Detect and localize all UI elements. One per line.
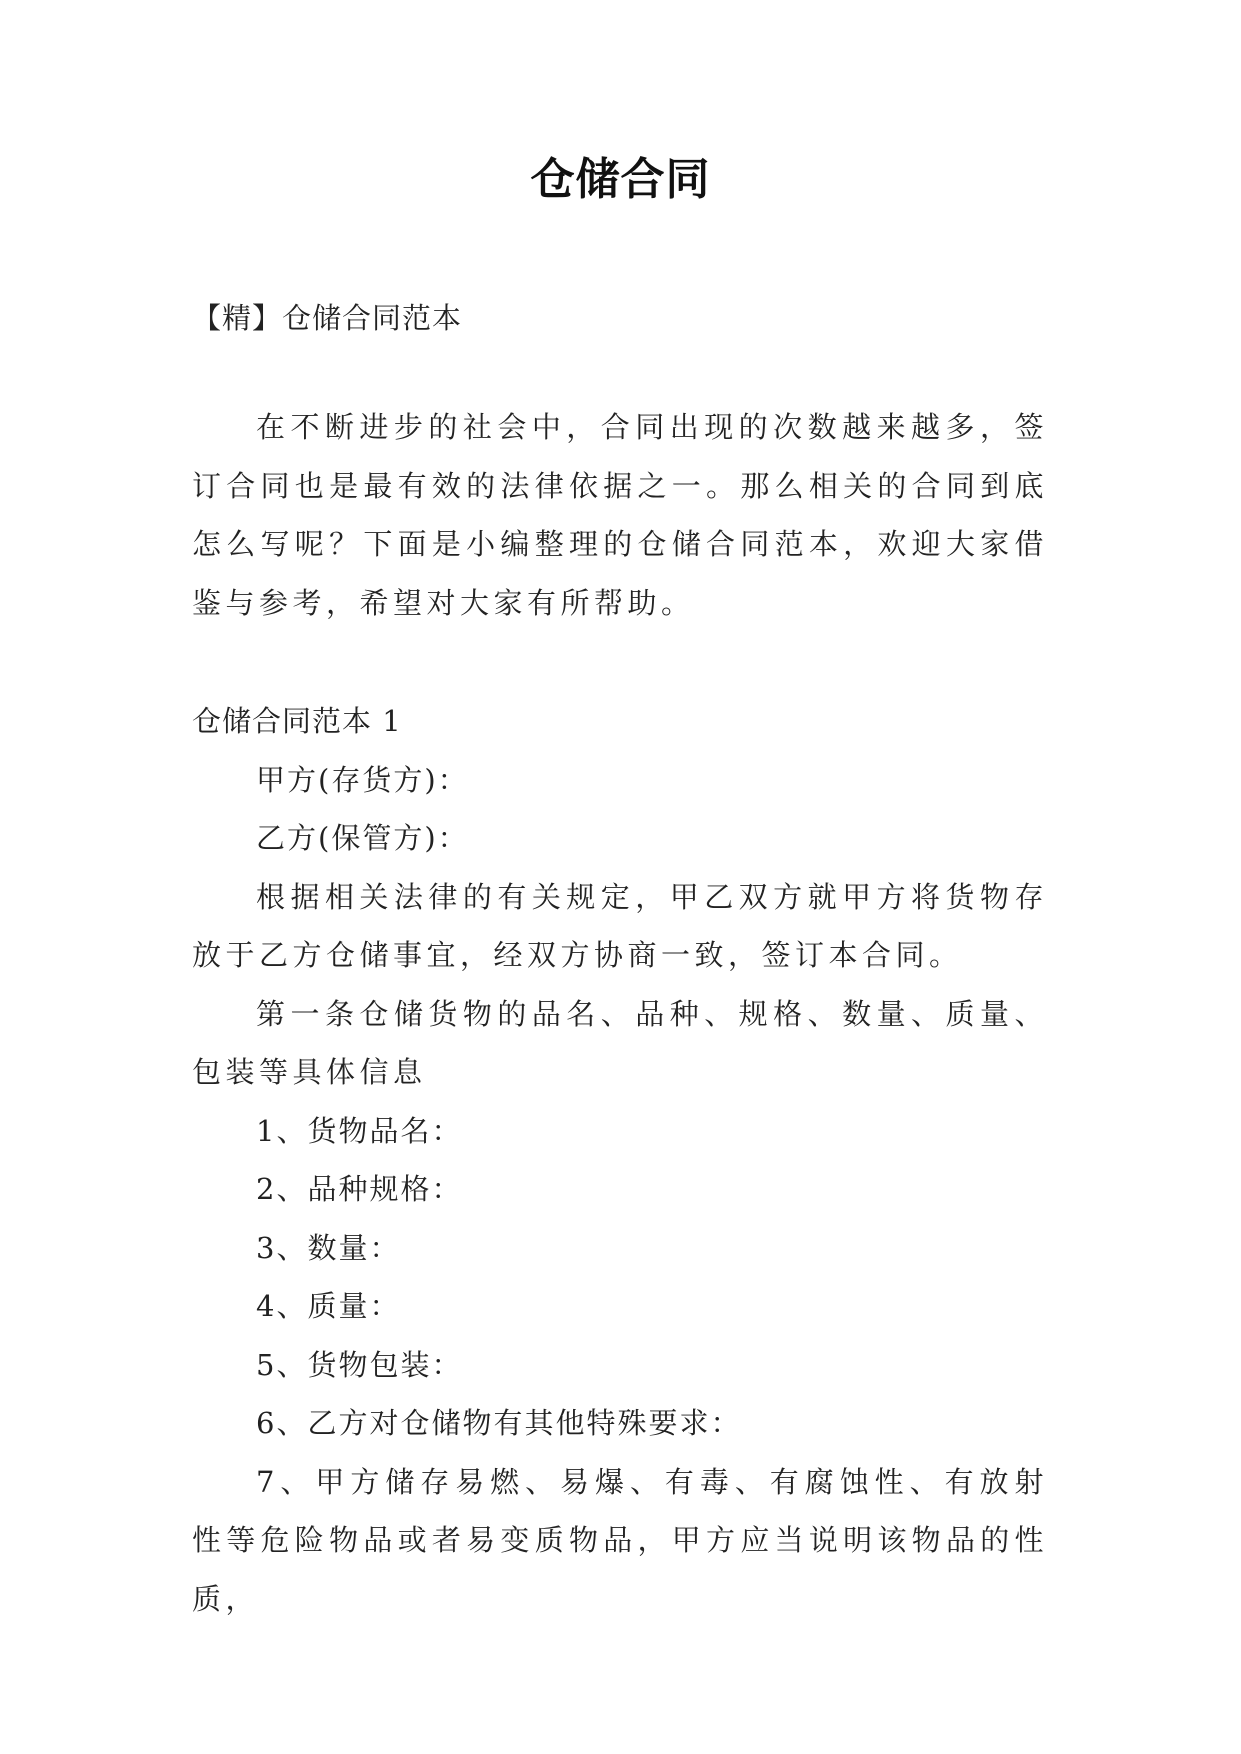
party-a-line: 甲方(存货方)： bbox=[256, 762, 469, 797]
party-b-line: 乙方(保管方)： bbox=[256, 821, 469, 855]
list-item: 6、乙方对仓储物有其他特殊要求： bbox=[256, 1406, 742, 1440]
list-item: 1、货物品名： bbox=[256, 1113, 463, 1148]
list-item: 5、货物包装： bbox=[256, 1347, 463, 1382]
intro-section bbox=[192, 398, 1048, 632]
intro-paragraph: 在不断进步的社会中，合同出现的次数越来越多，签订合同也是最有效的法律依据之一。那么相关的合同到底怎么写呢？下面是小编整理的仓储合同范本，欢迎大家借鉴与参考，希望对大家有所帮助。 bbox=[192, 410, 1048, 620]
preamble-paragraph: 根据相关法律的有关规定，甲乙双方就甲方将货物存放于乙方仓储事宜，经双方协商一致，签订本合同。 bbox=[192, 879, 1048, 972]
item-7-paragraph: 7、甲方储存易燃、易爆、有毒、有腐蚀性、有放射性等危险物品或者易变质物品，甲方应当说明该物品的性质， bbox=[192, 1464, 1048, 1616]
list-item: 3、数量： bbox=[256, 1230, 401, 1265]
document-title: 仓储合同 bbox=[530, 154, 711, 205]
section-title: 仓储合同范本 1 bbox=[192, 704, 402, 738]
article-1-heading: 第一条仓储货物的品名、品种、规格、数量、质量、包装等具体信息 bbox=[192, 996, 1048, 1089]
list-item: 2、品种规格： bbox=[256, 1172, 463, 1206]
list-item: 4、质量： bbox=[256, 1289, 401, 1323]
document-subtitle: 【精】仓储合同范本 bbox=[192, 301, 463, 335]
contract-section bbox=[192, 692, 1048, 1628]
